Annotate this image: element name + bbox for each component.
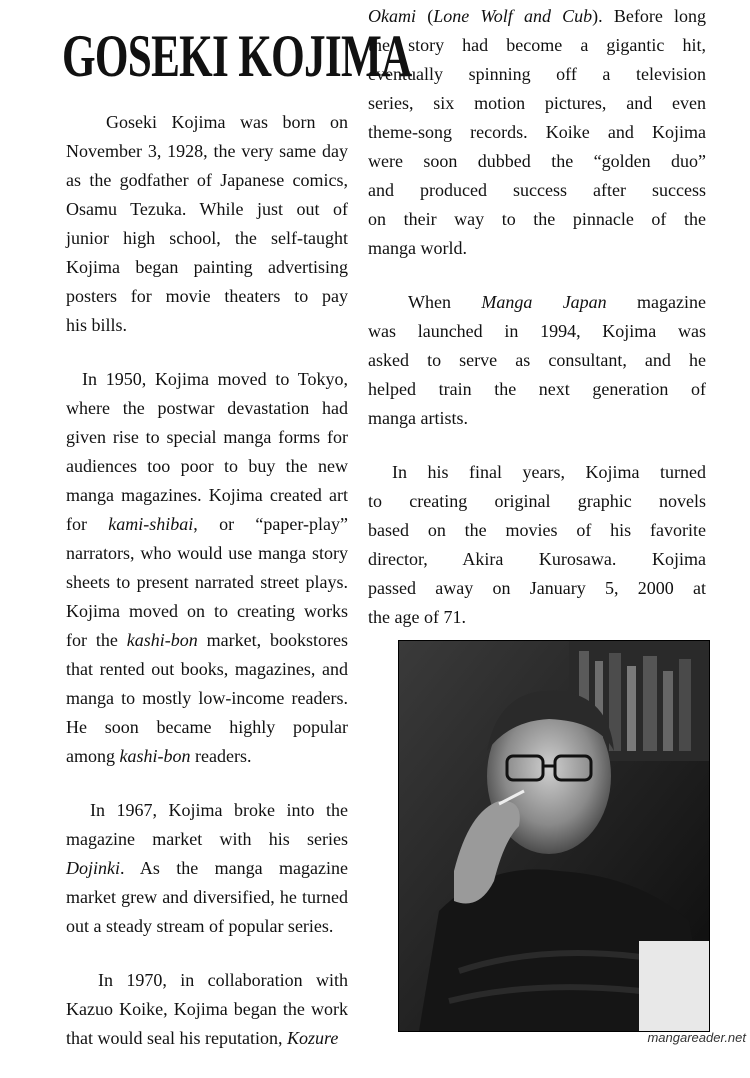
text-line: for kami-shibai, or “paper-play” [66,514,348,534]
text-line: In 1967, Kojima broke into the [90,800,348,820]
text-line: were soon dubbed the “golden duo” [368,151,706,171]
right-column [368,2,706,657]
paragraph [66,796,348,941]
text-line: magazine market with his series [66,829,348,849]
text-line: eventually spinning off a television [368,64,706,84]
text-line: his bills. [66,315,128,335]
text-line: Okami (Lone Wolf and Cub). Before long [368,6,706,26]
text-line: posters for movie theaters to pay [66,286,348,306]
text-line: for the kashi-bon market, bookstores [66,630,349,650]
text-line: He soon became highly popular [66,717,348,737]
text-line: that would seal his reputation, Kozure [66,1028,339,1048]
text-line: Dojinki. As the manga magazine [66,858,348,878]
text-line: Kojima moved on to creating works [66,601,348,621]
paragraph [368,458,706,632]
portrait-photo [398,640,710,1032]
text-line: manga magazines. Kojima created art [66,485,348,505]
page-title: GOSEKI KOJIMA [62,23,412,89]
text-line: In his final years, Kojima turned [392,462,706,482]
text-line: Goseki Kojima was born on [106,112,348,132]
text-line: helped train the next generation of [368,379,706,399]
text-line: and produced success after success [368,180,706,200]
text-line: out a steady stream of popular series. [66,916,334,936]
text-line: sheets to present narrated street plays. [66,572,348,592]
text-line: to creating original graphic novels [368,491,706,511]
text-line: as the godfather of Japanese comics, [66,170,348,190]
watermark: mangareader.net [647,1030,746,1045]
paragraph [368,2,706,263]
text-line: series, six motion pictures, and even [368,93,706,113]
text-line: manga world. [368,238,467,258]
text-line: In 1970, in collaboration with [98,970,348,990]
left-column [66,108,348,1078]
text-line: manga artists. [368,408,468,428]
text-line: asked to serve as consultant, and he [368,350,706,370]
portrait-image [399,641,709,1031]
text-line: audiences too poor to buy the new [66,456,348,476]
text-line: When Manga Japan magazine [408,292,707,312]
text-line: that rented out books, magazines, and [66,659,348,679]
text-line: market grew and diversified, he turned [66,887,348,907]
text-line: narrators, who would use manga story [66,543,348,563]
text-line: based on the movies of his favorite [368,520,706,540]
text-line: on their way to the pinnacle of the [368,209,706,229]
text-line: In 1950, Kojima moved to Tokyo, [82,369,348,389]
paragraph [66,108,348,340]
text-line: was launched in 1994, Kojima was [368,321,706,341]
text-line: the story had become a gigantic hit, [368,35,706,55]
paragraph [66,365,348,771]
text-line: Kojima began painting advertising [66,257,348,277]
text-line: theme-song records. Koike and Kojima [368,122,706,142]
text-line: among kashi-bon readers. [66,746,252,766]
paragraph [66,966,348,1053]
text-line: junior high school, the self-taught [66,228,348,248]
text-line: Kazuo Koike, Kojima began the work [66,999,348,1019]
text-line: manga to mostly low-income readers. [66,688,348,708]
text-line: November 3, 1928, the very same day [66,141,348,161]
text-line: the age of 71. [368,607,466,627]
text-line: director, Akira Kurosawa. Kojima [368,549,706,569]
text-line: passed away on January 5, 2000 at [368,578,706,598]
text-line: given rise to special manga forms for [66,427,348,447]
text-line: Osamu Tezuka. While just out of [66,199,348,219]
text-line: where the postwar devastation had [66,398,348,418]
paragraph [368,288,706,433]
